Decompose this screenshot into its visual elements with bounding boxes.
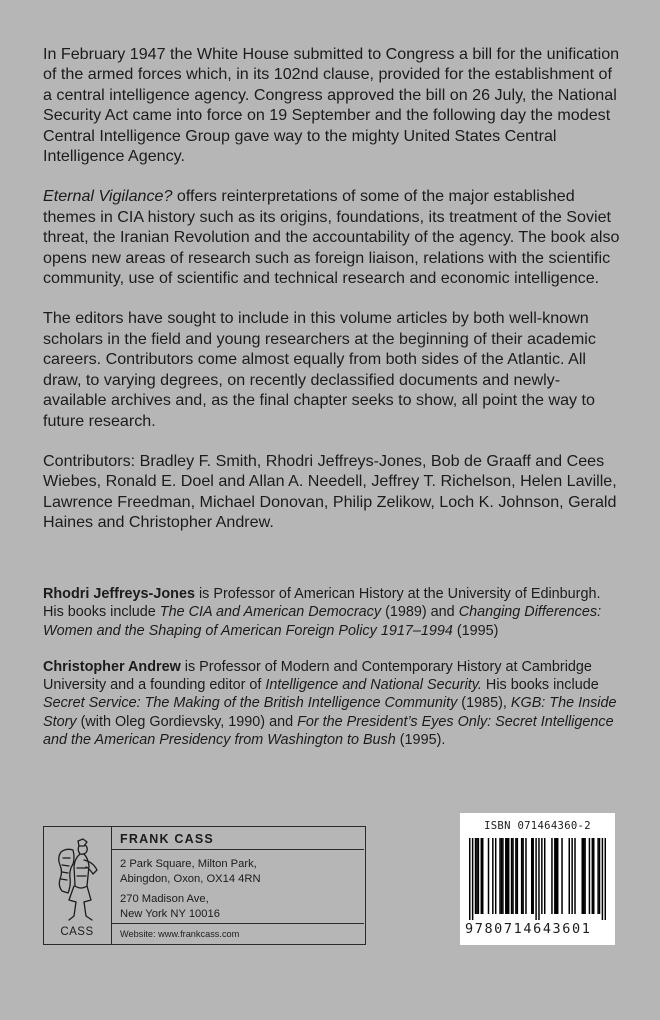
barcode-bar	[506, 838, 507, 914]
text-run: Eternal Vigilance?	[43, 187, 173, 206]
barcode-bar	[605, 838, 606, 920]
text-run: Christopher Andrew	[43, 658, 181, 675]
barcode-bar	[478, 838, 479, 914]
text-run: is Professor of Modern and Contemporary History at Cambridge University and a founding editor of	[43, 658, 592, 694]
barcode-bar	[469, 838, 470, 920]
paragraph-3	[43, 308, 623, 430]
barcode-bar	[522, 838, 523, 914]
paragraph-2	[43, 186, 623, 288]
barcode-bar	[517, 838, 518, 914]
barcode-bar	[488, 838, 489, 914]
isbn-barcode	[460, 813, 615, 945]
barcode-bar	[508, 838, 509, 914]
barcode-bar	[597, 838, 598, 914]
text-run: (with Oleg Gordievsky, 1990) and	[76, 713, 298, 730]
barcode-bar	[554, 838, 555, 914]
paragraph-1	[43, 44, 623, 166]
barcode-bar	[505, 838, 506, 914]
text-run: Intelligence and National Security.	[265, 677, 482, 694]
text-run: In February 1947 the White House submitted to Congress a bill for the unification of the armed forces which, in its 102nd clause, provided for the establishment of a central intelligence agency. Congress approved the bill on 26 July, the National Security Act came into force on 19 September and the following day the modest Central Intelligence Group gave way to the mighty United States Central Intelligence Agency.	[43, 45, 620, 166]
publisher-name: FRANK CASS	[112, 827, 364, 850]
barcode-bar	[511, 838, 512, 914]
barcode-bar	[569, 838, 570, 914]
barcode-digits: 9780714643601	[465, 921, 592, 937]
barcode-bar	[592, 838, 593, 914]
text-run: Secret Service: The Making of the British Intelligence Community	[43, 695, 458, 712]
barcode-bar	[515, 838, 516, 914]
barcode-bar	[502, 838, 503, 914]
us-address	[120, 892, 220, 921]
barcode-bar	[472, 838, 473, 920]
barcode-bar	[512, 838, 513, 914]
barcode-bar	[599, 838, 600, 914]
barcode-bar	[531, 838, 532, 914]
publisher-logo	[44, 827, 112, 944]
barcode-bar	[556, 838, 557, 914]
text-run: (1995).	[395, 732, 446, 749]
isbn-label: ISBN 071464360-2	[484, 820, 591, 832]
text-run: KGB: The Inside Story	[43, 695, 617, 730]
barcode-bar	[535, 838, 536, 920]
publisher-box	[43, 826, 366, 945]
text-run: Changing Differences: Women and the Shaping of American Foreign Policy 1917–1994	[43, 604, 602, 639]
us-address-line-1: 270 Madison Ave,	[120, 893, 209, 905]
uk-address-line-2: Abingdon, Oxon, OX14 4RN	[120, 872, 261, 885]
text-run: His books include	[481, 677, 599, 694]
barcode-bar	[561, 838, 562, 914]
contributors-paragraph: Contributors: Bradley F. Smith, Rhodri Jeffreys-Jones, Bob de Graaff and Cees Wiebes, Ronald E. Doel and Allan A. Needell, Jeffrey T. Richelson, Helen Laville, Lawrence Freedman, Michael Donovan, Philip Zelikow, Loch K. Johnson, Gerald Haines and Christopher Andrew.	[43, 451, 617, 532]
barcode-bar	[532, 838, 533, 914]
website-link[interactable]: Website: www.frankcass.com	[112, 923, 364, 944]
barcode-bar	[544, 838, 545, 914]
barcode-bar	[495, 838, 496, 914]
text-run: The editors have sought to include in this volume articles by both well-known scholars in the field and young researchers at the beginning of their academic careers. Contributors come almost equally from both sides of the Atlantic. All draw, to varying degrees, on recently declassified documents and newly-available archives and, as the final chapter seeks to show, all point the way to future research.	[43, 309, 596, 430]
barcode-bar	[584, 838, 585, 914]
barcode-bar	[481, 838, 482, 914]
uk-address	[120, 857, 261, 886]
barcode-bar	[557, 838, 558, 914]
text-run: (1989) and	[381, 604, 459, 621]
town-crier-icon	[51, 838, 103, 924]
barcode-bar	[541, 838, 542, 914]
barcode-bar	[499, 838, 500, 914]
barcode-bar	[538, 838, 539, 920]
barcode-bar	[602, 838, 603, 920]
text-run: For the President’s Eyes Only: Secret Intelligence and the American Presidency from Washington to Bush	[43, 713, 614, 749]
barcode-bar	[476, 838, 477, 914]
us-address-line-2: New York NY 10016	[120, 907, 220, 920]
uk-address-line-1: 2 Park Square, Milton Park,	[120, 858, 257, 870]
barcode-bar	[571, 838, 572, 914]
barcode-bar	[482, 838, 483, 914]
text-run: The CIA and American Democracy	[159, 604, 382, 621]
logo-label: CASS	[60, 926, 94, 938]
text-run: offers reinterpretations of some of the major established themes in CIA history such as its origins, foundations, its treatment of the Soviet threat, the Iranian Revolution and the accountability of the agency. The book also opens new areas of research such as foreign liaison, relations with the scientific community, use of scientific and technical research and economic intelligence.	[43, 187, 620, 288]
text-run: (1985),	[457, 695, 511, 712]
barcode-bar	[551, 838, 552, 914]
author-bios	[43, 585, 623, 767]
publisher-info	[112, 827, 364, 944]
barcode-bar	[525, 838, 526, 914]
barcode-bar	[583, 838, 584, 914]
bio-jeffreys-jones	[43, 585, 623, 640]
barcode-bar	[593, 838, 594, 914]
barcode-bar	[589, 838, 590, 914]
bio-andrew	[43, 658, 623, 749]
barcode-bars	[469, 838, 606, 920]
text-run: Rhodri Jeffreys-Jones	[43, 586, 195, 602]
blurb-text	[43, 44, 623, 533]
barcode-bar	[521, 838, 522, 914]
barcode-bar	[581, 838, 582, 914]
text-run: is Professor of American History at the University of Edinburgh. His books include	[43, 586, 601, 621]
barcode-bar	[501, 838, 502, 914]
text-run: (1995)	[452, 622, 499, 639]
barcode-bar	[492, 838, 493, 914]
barcode-bar	[574, 838, 575, 914]
barcode-bar	[475, 838, 476, 914]
